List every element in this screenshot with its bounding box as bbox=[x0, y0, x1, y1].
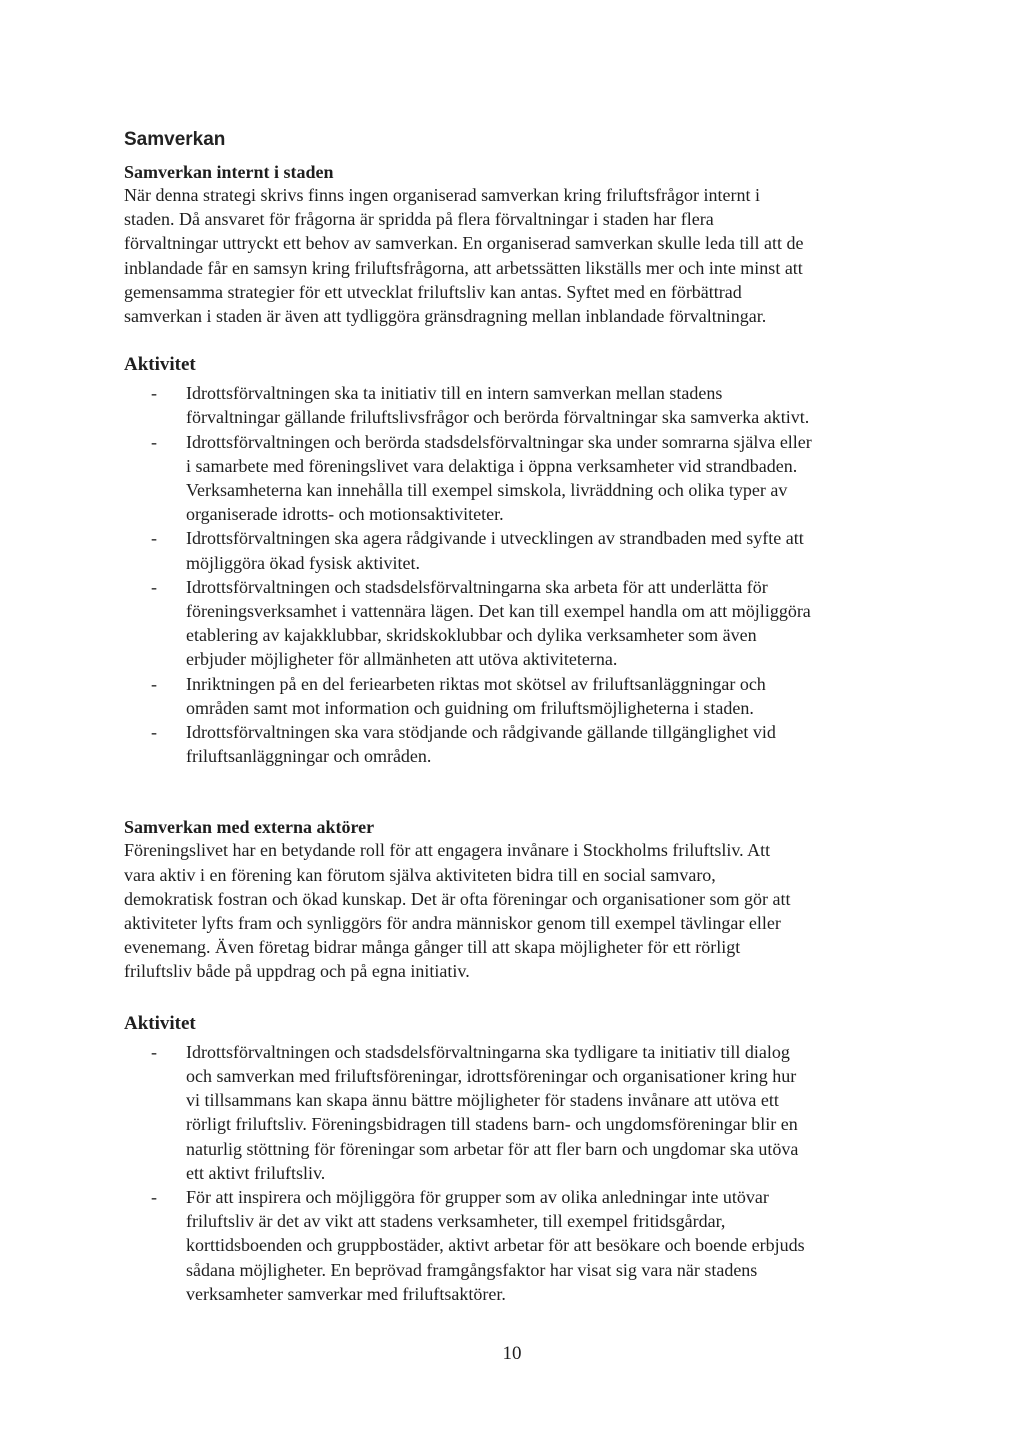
list-item: - Inriktningen på en del feriearbeten riktas mot skötsel av friluftsanläggningar och områden samt mot information och guidning om friluftsmöjligheterna i staden. bbox=[151, 673, 766, 718]
document-page bbox=[124, 128, 904, 1306]
list-item: - Idrottsförvaltningen ska agera rådgivande i utvecklingen av strandbaden med syfte att möjliggöra ökad fysisk aktivitet. bbox=[151, 528, 804, 573]
paragraph-external: Föreningslivet har en betydande roll för att engagera invånare i Stockholms friluftsliv. Att vara aktiv i en förening kan förutom själva aktiviteten bidra till en social samvaro, demokratisk fostran och ökad kunskap. Det är ofta föreningar och organisationer som gör att aktiviteter lyfts fram och synliggörs för andra människor genom till exempel tävlingar eller evenemang. Även företag bidrar många gånger till att skapa möjligheter för ett rörligt friluftsliv både på uppdrag och på egna initiativ. bbox=[124, 840, 791, 982]
aktivitet-list-2 bbox=[124, 1040, 904, 1306]
section-heading-internal: Samverkan internt i staden bbox=[124, 162, 334, 182]
aktivitet-heading-2: Aktivitet bbox=[124, 1012, 196, 1034]
list-item: - För att inspirera och möjliggöra för grupper som av olika anledningar inte utövar friluftsliv är det av vikt att stadens verksamheter, till exempel fritidsgårdar, korttidsboenden och gruppbostäder, aktivt arbetar för att besökare och boende erbjuds sådana möjligheter. En beprövad framgångsfaktor har visat sig vara när stadens verksamheter samverkar med friluftsaktörer. bbox=[151, 1186, 805, 1304]
list-item: - Idrottsförvaltningen ska ta initiativ till en intern samverkan mellan stadens förvaltningar gällande friluftslivsfrågor och berörda förvaltningar ska samverka aktivt. bbox=[151, 383, 810, 428]
page-number: 10 bbox=[502, 1343, 522, 1364]
list-item: - Idrottsförvaltningen och stadsdelsförvaltningarna ska arbeta för att underlätta för föreningsverksamhet i vattennära lägen. Det kan till exempel handla om att möjliggöra etablering av kajakklubbar, skridskoklubbar och dylika verksamheter som även erbjuder möjligheter för allmänheten att utöva aktiviteterna. bbox=[151, 576, 811, 670]
main-heading: Samverkan bbox=[124, 129, 226, 150]
aktivitet-list-1 bbox=[124, 381, 904, 768]
section-heading-external: Samverkan med externa aktörer bbox=[124, 817, 375, 838]
list-item: - Idrottsförvaltningen och berörda stadsdelsförvaltningar ska under somrarna själva eller i samarbete med föreningslivet vara delaktiga i öppna verksamheter vid strandbaden. Verksamheterna kan innehålla till exempel simskola, livräddning och olika typer av organiserade idrotts- och motionsaktiviteter. bbox=[151, 431, 812, 525]
list-item: - Idrottsförvaltningen och stadsdelsförvaltningarna ska tydligare ta initiativ till dialog och samverkan med friluftsföreningar, idrottsföreningar och organisationer kring hur vi tillsammans kan skapa ännu bättre möjligheter för stadens invånare att utöva ett rörligt friluftsliv. Föreningsbidragen till stadens barn- och ungdomsföreningar blir en naturlig stöttning för föreningar som arbetar för att fler barn och ungdomar ska utöva ett aktivt friluftsliv. bbox=[151, 1041, 799, 1183]
list-item: - Idrottsförvaltningen ska vara stödjande och rådgivande gällande tillgänglighet vid friluftsanläggningar och områden. bbox=[151, 722, 776, 767]
paragraph-internal: När denna strategi skrivs finns ingen organiserad samverkan kring friluftsfrågor internt i staden. Då ansvaret för frågorna är spridda på flera förvaltningar i staden har flera förvaltningar uttryckt ett behov av samverkan. En organiserad samverkan skulle leda till att de inblandade får en samsyn kring friluftsfrågorna, att arbetssätten likställs mer och inte minst att gemensamma strategier för ett utvecklat friluftsliv kan antas. Syftet med en förbättrad samverkan i staden är även att tydliggöra gränsdragning mellan inblandade förvaltningar. bbox=[124, 185, 804, 327]
aktivitet-heading-1: Aktivitet bbox=[124, 354, 196, 376]
